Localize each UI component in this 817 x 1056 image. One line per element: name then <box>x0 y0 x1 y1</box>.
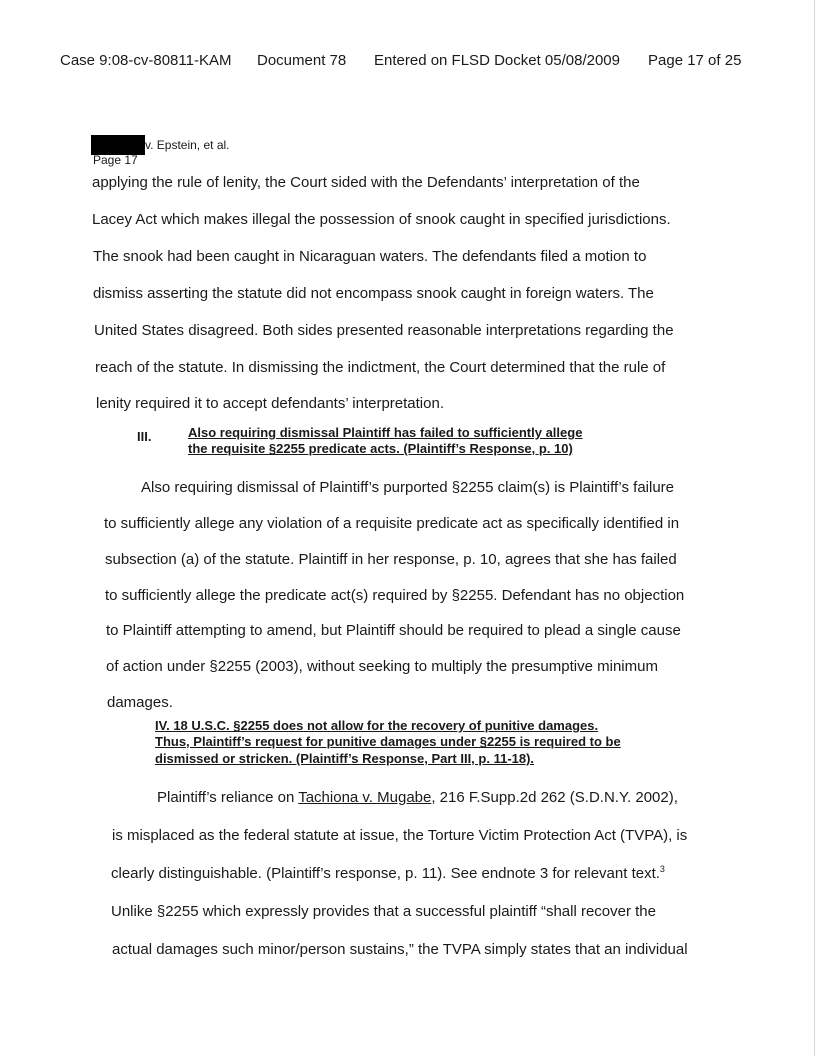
header-case-number: Case 9:08-cv-80811-KAM <box>60 52 232 69</box>
text-line: The snook had been caught in Nicaraguan waters. The defendants filed a motion to <box>93 248 647 265</box>
header-document-number: Document 78 <box>257 52 347 69</box>
text-line: subsection (a) of the statute. Plaintiff in her response, p. 10, agrees that she has failed <box>105 551 677 568</box>
text-line: to sufficiently allege any violation of a requisite predicate act as specifically identified in <box>104 515 680 532</box>
heading-text: Thus, Plaintiff’s request for punitive damages under §2255 is required to be <box>155 734 621 749</box>
text-line: dismiss asserting the statute did not encompass snook caught in foreign waters. The <box>93 285 654 302</box>
header-docket-entry: Entered on FLSD Docket 05/08/2009 <box>374 52 620 69</box>
heading-text: dismissed or stricken. (Plaintiff’s Response, Part III, p. 11-18). <box>155 751 535 766</box>
caption-page-number: Page 17 <box>93 153 138 167</box>
heading-number: III. <box>137 429 152 444</box>
text-line: Also requiring dismissal of Plaintiff’s purported §2255 claim(s) is Plaintiff’s failure <box>141 479 675 496</box>
text-line <box>111 855 665 892</box>
text-line <box>157 779 678 816</box>
text-line: actual damages such minor/person sustains,” the TVPA simply states that an individual <box>112 941 688 958</box>
heading-line <box>155 718 598 734</box>
text-line: Unlike §2255 which expressly provides that a successful plaintiff “shall recover the <box>111 903 656 920</box>
caption-parties: v. Epstein, et al. <box>145 138 230 152</box>
heading-line <box>188 441 573 457</box>
text-line: applying the rule of lenity, the Court sided with the Defendants’ interpretation of the <box>92 174 640 191</box>
text-run: Plaintiff’s reliance on <box>157 789 299 806</box>
heading-line <box>188 425 582 441</box>
heading-text: Also requiring dismissal Plaintiff has failed to sufficiently allege <box>188 425 583 440</box>
heading-line <box>155 734 621 750</box>
header-page-count: Page 17 of 25 <box>648 52 742 69</box>
text-line: lenity required it to accept defendants’ interpretation. <box>96 395 444 412</box>
scan-edge-line <box>814 0 815 1056</box>
text-run: clearly distinguishable. (Plaintiff’s response, p. 11). See endnote 3 for relevant text. <box>111 865 660 882</box>
heading-text: IV. 18 U.S.C. §2255 does not allow for the recovery of punitive damages. <box>155 718 599 733</box>
text-line: to Plaintiff attempting to amend, but Plaintiff should be required to plead a single cause <box>106 622 681 639</box>
endnote-marker: 3 <box>659 864 665 874</box>
text-line: damages. <box>107 694 173 711</box>
case-citation-name: Tachiona v. Mugabe <box>298 789 432 806</box>
text-line: to sufficiently allege the predicate act(s) required by §2255. Defendant has no objection <box>105 587 685 604</box>
text-line: Lacey Act which makes illegal the possession of snook caught in specified jurisdictions. <box>92 211 671 228</box>
text-line: United States disagreed. Both sides presented reasonable interpretations regarding the <box>94 322 674 339</box>
heading-text: the requisite §2255 predicate acts. (Plaintiff’s Response, p. 10) <box>188 441 573 456</box>
text-line: reach of the statute. In dismissing the indictment, the Court determined that the rule of <box>95 359 666 376</box>
text-line: of action under §2255 (2003), without seeking to multiply the presumptive minimum <box>106 658 658 675</box>
text-run: , 216 F.Supp.2d 262 (S.D.N.Y. 2002), <box>431 789 678 806</box>
heading-line <box>155 751 534 767</box>
text-line: is misplaced as the federal statute at issue, the Torture Victim Protection Act (TVPA), is <box>112 827 688 844</box>
